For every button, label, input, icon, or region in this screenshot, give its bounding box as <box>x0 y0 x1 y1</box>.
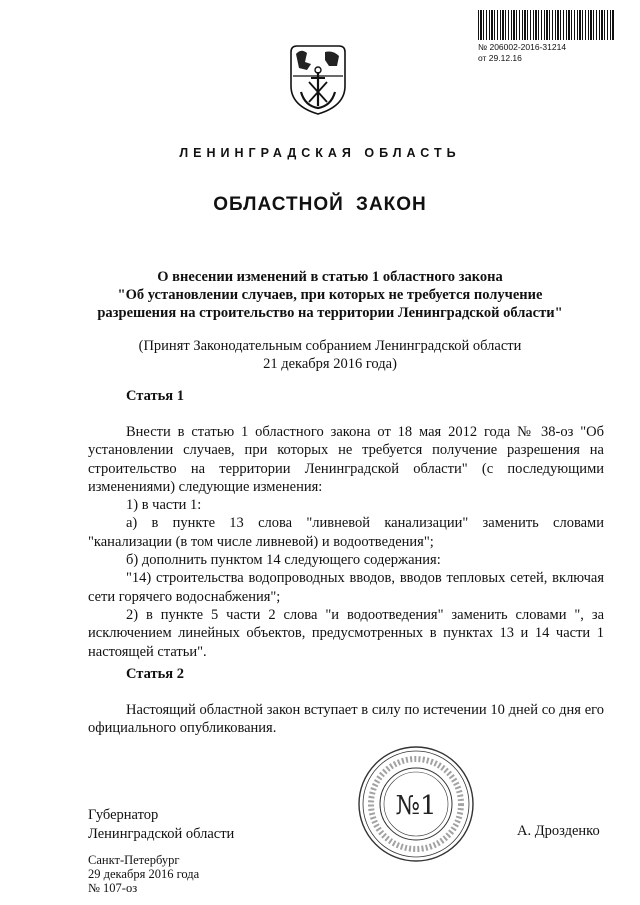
region-name: ЛЕНИНГРАДСКАЯ ОБЛАСТЬ <box>179 146 461 160</box>
article-1-body <box>88 423 604 661</box>
place-date-number <box>88 853 199 895</box>
adoption-line: 21 декабря 2016 года) <box>263 356 397 372</box>
law-title <box>60 268 600 322</box>
article-paragraph: 2) в пункте 5 части 2 слова "и водоотведения" заменить словами ", за исключением линейных объектов, предусмотренных в пунктах 13 и 14 части 1 настоящей статьи". <box>88 606 604 660</box>
signatory-position-line: Ленинградской области <box>88 826 235 842</box>
place-city: Санкт-Петербург <box>88 853 180 867</box>
signatory-position <box>88 806 234 844</box>
signatory-name: А. Дрозденко <box>517 823 600 839</box>
adoption-line: (Принят Законодательным собранием Ленинградской области <box>138 338 522 354</box>
article-paragraph: Настоящий областной закон вступает в силу по истечении 10 дней со дня его официального опубликования. <box>88 702 604 737</box>
registration-number: № 206002-2016-31214 <box>478 42 567 52</box>
article-paragraph: Внести в статью 1 областного закона от 18 мая 2012 года № 38-оз "Об установлении случаев, при которых не требуется получение разрешения на строительство на территории Ленинградской области" (с последующими изменениями) следующие изменения: <box>88 424 604 495</box>
law-title-line: "Об установлении случаев, при которых не требуется получение <box>117 287 543 303</box>
signatory-position-line: Губернатор <box>88 807 159 823</box>
official-seal-stamp <box>356 744 476 864</box>
registration-date: от 29.12.16 <box>478 53 522 63</box>
article-paragraph: б) дополнить пунктом 14 следующего содержания: <box>126 552 441 569</box>
article-1-heading: Статья 1 <box>126 388 184 404</box>
article-2-heading: Статья 2 <box>126 666 184 682</box>
coat-of-arms-emblem <box>287 42 349 118</box>
barcode <box>478 10 614 40</box>
article-2-body <box>88 701 604 738</box>
adoption-note <box>60 337 600 373</box>
law-date: 29 декабря 2016 года <box>88 867 200 881</box>
svg-text:№1: №1 <box>395 791 437 821</box>
article-paragraph: "14) строительства водопроводных вводов, вводов тепловых сетей, включая сети горячего водоснабжения"; <box>88 570 604 605</box>
law-type: ОБЛАСТНОЙ ЗАКОН <box>213 194 427 215</box>
article-paragraph: а) в пункте 13 слова "ливневой канализации" заменить словами "канализации (в том числе ливневой) и водоотведения"; <box>88 515 604 550</box>
law-title-line: разрешения на строительство на территории Ленинградской области" <box>97 305 563 321</box>
registration-info <box>478 42 566 64</box>
law-number: № 107-оз <box>88 881 138 895</box>
law-title-line: О внесении изменений в статью 1 областного закона <box>157 269 503 285</box>
article-paragraph: 1) в части 1: <box>126 497 202 514</box>
